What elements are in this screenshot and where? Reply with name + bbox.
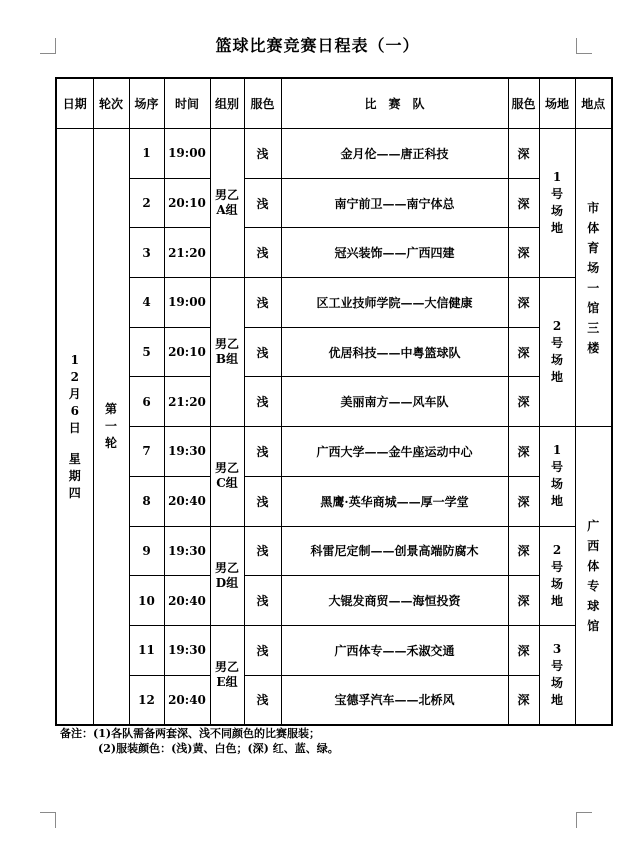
teams: 区工业技师学院——大信健康: [281, 278, 508, 328]
color-a: 浅: [244, 377, 281, 427]
location-cell: [575, 427, 612, 726]
color-a: 浅: [244, 327, 281, 377]
match-no: 7: [129, 427, 164, 477]
crop-mark: [55, 812, 56, 828]
crop-mark: [576, 812, 577, 828]
crop-mark: [576, 812, 592, 813]
schedule-table: [55, 77, 613, 726]
match-no: 3: [129, 228, 164, 278]
page-title: 篮球比赛竞赛日程表（一）: [215, 36, 420, 55]
match-time: 19:30: [164, 427, 210, 477]
header-match-no: 场序: [129, 78, 164, 129]
color-b: 深: [508, 526, 539, 576]
header-location: 地点: [575, 78, 612, 129]
match-time: 21:20: [164, 228, 210, 278]
match-time: 20:40: [164, 675, 210, 725]
group-cell: [210, 278, 244, 427]
table-row: [56, 178, 612, 228]
venue-cell: [539, 129, 575, 278]
color-b: 深: [508, 377, 539, 427]
color-a: 浅: [244, 228, 281, 278]
table-row: [56, 327, 612, 377]
table-row: [56, 476, 612, 526]
color-b: 深: [508, 675, 539, 725]
color-a: 浅: [244, 278, 281, 328]
color-a: 浅: [244, 129, 281, 179]
location-text: 广西体专球馆: [587, 518, 600, 633]
header-round: 轮次: [93, 78, 129, 129]
teams: 宝德孚汽车——北桥风: [281, 675, 508, 725]
teams: 金月伦——唐正科技: [281, 129, 508, 179]
note-line-1: 备注：(1)各队需备两套深、浅不同颜色的比赛服装；: [60, 727, 321, 740]
match-time: 21:20: [164, 377, 210, 427]
match-time: 20:10: [164, 178, 210, 228]
venue-cell: [539, 278, 575, 427]
teams: 冠兴装饰——广西四建: [281, 228, 508, 278]
header-color-a: 服色: [244, 78, 281, 129]
crop-mark: [40, 812, 56, 813]
date-cell: [56, 129, 93, 726]
match-no: 1: [129, 129, 164, 179]
color-a: 浅: [244, 625, 281, 675]
table-row: [56, 526, 612, 576]
header-row: [56, 78, 612, 129]
match-time: 19:00: [164, 278, 210, 328]
color-a: 浅: [244, 576, 281, 626]
match-time: 20:10: [164, 327, 210, 377]
venue-text: 2号场地: [550, 319, 563, 385]
weekday-text: 星期四: [68, 451, 81, 500]
header-color-b: 服色: [508, 78, 539, 129]
match-no: 5: [129, 327, 164, 377]
match-time: 19:30: [164, 625, 210, 675]
color-b: 深: [508, 476, 539, 526]
color-b: 深: [508, 327, 539, 377]
color-b: 深: [508, 625, 539, 675]
group-cell: [210, 427, 244, 526]
group-name: 男乙C组: [214, 461, 239, 491]
match-no: 6: [129, 377, 164, 427]
match-no: 11: [129, 625, 164, 675]
color-a: 浅: [244, 526, 281, 576]
match-time: 20:40: [164, 476, 210, 526]
match-no: 4: [129, 278, 164, 328]
header-date: 日期: [56, 78, 93, 129]
venue-cell: [539, 427, 575, 526]
venue-cell: [539, 625, 575, 725]
venue-text: 1号场地: [550, 170, 563, 236]
teams: 广西大学——金牛座运动中心: [281, 427, 508, 477]
header-time: 时间: [164, 78, 210, 129]
header-teams: 比 赛 队: [281, 78, 508, 129]
match-no: 8: [129, 476, 164, 526]
group-cell: [210, 129, 244, 278]
color-a: 浅: [244, 178, 281, 228]
group-name: 男乙B组: [214, 337, 239, 367]
notes: [60, 726, 339, 756]
color-b: 深: [508, 228, 539, 278]
table-row: [56, 377, 612, 427]
group-name: 男乙E组: [214, 660, 239, 690]
teams: 黑鹰·英华商城——厚一学堂: [281, 476, 508, 526]
group-name: 男乙A组: [214, 188, 239, 218]
table-row: [56, 427, 612, 477]
teams: 美丽南方——风车队: [281, 377, 508, 427]
venue-text: 1号场地: [550, 443, 563, 509]
round-text: 第一轮: [104, 402, 117, 451]
teams: 优居科技——中粤篮球队: [281, 327, 508, 377]
venue-cell: [539, 526, 575, 625]
teams: 南宁前卫——南宁体总: [281, 178, 508, 228]
match-time: 19:00: [164, 129, 210, 179]
match-no: 2: [129, 178, 164, 228]
match-no: 12: [129, 675, 164, 725]
match-time: 20:40: [164, 576, 210, 626]
table-row: [56, 576, 612, 626]
color-b: 深: [508, 278, 539, 328]
match-no: 9: [129, 526, 164, 576]
color-b: 深: [508, 178, 539, 228]
date-text: 12月6日: [68, 352, 81, 435]
location-text: 市体育场一馆三楼: [587, 200, 600, 355]
venue-text: 2号场地: [550, 542, 563, 608]
table-row: [56, 278, 612, 328]
table-row: [56, 129, 612, 179]
color-b: 深: [508, 576, 539, 626]
note-line-2: (2)服装颜色：(浅)黄、白色；(深) 红、蓝、绿。: [98, 742, 339, 755]
header-venue: 场地: [539, 78, 575, 129]
location-cell: [575, 129, 612, 427]
table-row: [56, 228, 612, 278]
group-cell: [210, 625, 244, 725]
teams: 科雷尼定制——创景高端防腐木: [281, 526, 508, 576]
group-name: 男乙D组: [214, 560, 239, 590]
teams: 广西体专——禾淑交通: [281, 625, 508, 675]
round-cell: [93, 129, 129, 726]
table-row: [56, 675, 612, 725]
table-row: [56, 625, 612, 675]
color-a: 浅: [244, 427, 281, 477]
color-b: 深: [508, 427, 539, 477]
color-a: 浅: [244, 675, 281, 725]
match-no: 10: [129, 576, 164, 626]
match-time: 19:30: [164, 526, 210, 576]
header-group: 组别: [210, 78, 244, 129]
venue-text: 3号场地: [550, 642, 563, 708]
color-b: 深: [508, 129, 539, 179]
group-cell: [210, 526, 244, 625]
color-a: 浅: [244, 476, 281, 526]
teams: 大锟发商贸——海恒投资: [281, 576, 508, 626]
